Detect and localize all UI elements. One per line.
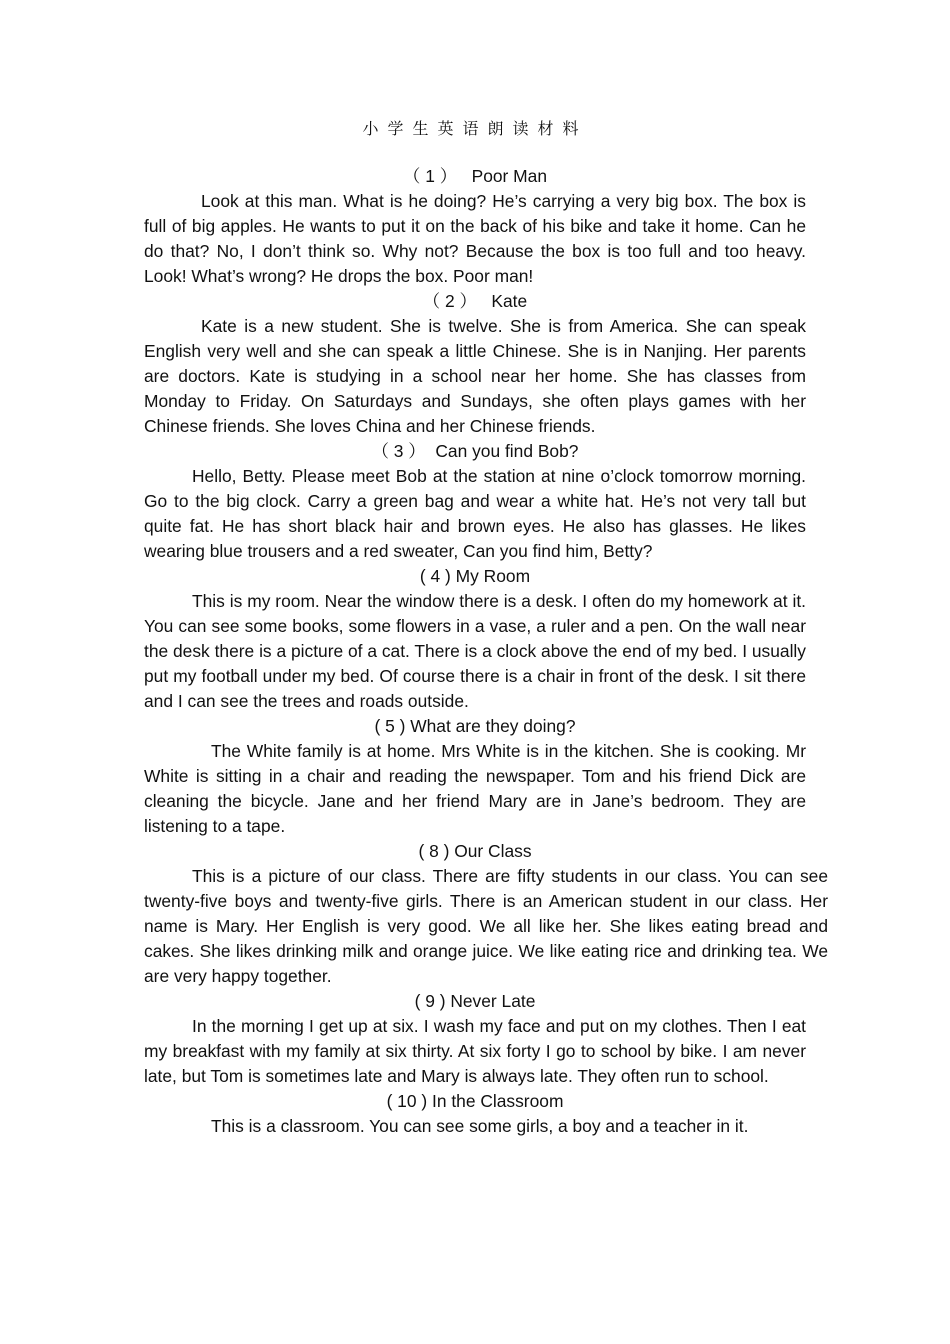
- section-our-class: [144, 839, 828, 989]
- section-heading: ( 9 ) Never Late: [414, 991, 536, 1011]
- section-heading: （ 2 ） Kate: [422, 291, 528, 311]
- section-paragraph: Kate is a new student. She is twelve. She is from America. She can speak English very well and she can speak a little Chinese. She is in Nanjing. Her parents are doctors. Kate is studying in a school near her home. She has classes from Monday to Friday. On Saturdays and Sundays, she often plays games with her Chinese friends. She loves China and her Chinese friends.: [144, 316, 806, 436]
- section-paragraph: This is my room. Near the window there is a desk. I often do my homework at it. You can see some books, some flowers in a vase, a ruler and a pen. On the wall near the desk there is a picture of a cat. There is a clock above the end of my bed. I usually put my football under my bed. Of course there is a chair in front of the desk. I sit there and I can see the trees and roads outside.: [144, 591, 806, 711]
- section-what-are-they-doing: [144, 714, 806, 839]
- section-paragraph: In the morning I get up at six. I wash my face and put on my clothes. Then I eat my breakfast with my family at six thirty. At six forty I go to school by bike. I am never late, but Tom is sometimes late and Mary is always late. They often run to school.: [144, 1016, 806, 1086]
- document-body: [144, 164, 828, 1139]
- document-title: 小学生英语朗读材料: [362, 119, 588, 138]
- section-paragraph: Hello, Betty. Please meet Bob at the station at nine o’clock tomorrow morning. Go to the big clock. Carry a green bag and wear a white hat. He’s not very tall but quite fat. He has short black hair and brown eyes. He also has glasses. He likes wearing blue trousers and a red sweater, Can you find him, Betty?: [144, 466, 806, 561]
- section-heading: （ 1 ） Poor Man: [402, 166, 547, 186]
- section-paragraph: This is a classroom. You can see some girls, a boy and a teacher in it.: [211, 1116, 749, 1136]
- section-heading: ( 8 ) Our Class: [418, 841, 532, 861]
- section-heading: ( 5 ) What are they doing?: [374, 716, 576, 736]
- section-paragraph: Look at this man. What is he doing? He’s carrying a very big box. The box is full of big apples. He wants to put it on the back of his bike and take it home. Can he do that? No, I don’t think so. Why not? Because the box is too full and too heavy. Look! What’s wrong? He drops the box. Poor man!: [144, 191, 806, 286]
- section-my-room: [144, 564, 806, 714]
- section-heading: ( 4 ) My Room: [419, 566, 531, 586]
- section-heading: ( 10 ) In the Classroom: [386, 1091, 564, 1111]
- section-paragraph: The White family is at home. Mrs White is in the kitchen. She is cooking. Mr White is sitting in a chair and reading the newspaper. Tom and his friend Dick are cleaning the bicycle. Jane and her friend Mary are in Jane’s bedroom. They are listening to a tape.: [144, 741, 806, 836]
- section-heading: （ 3 ） Can you find Bob?: [371, 441, 579, 461]
- section-find-bob: [144, 439, 806, 564]
- section-in-the-classroom: [144, 1089, 806, 1139]
- section-poor-man: [144, 164, 806, 289]
- section-never-late: [144, 989, 806, 1089]
- section-kate: [144, 289, 806, 439]
- section-paragraph: This is a picture of our class. There are fifty students in our class. You can see twenty-five boys and twenty-five girls. There is an American student in our class. Her name is Mary. Her English is very good. We all like her. She likes eating bread and cakes. She likes drinking milk and orange juice. We like eating rice and drinking tea. We are very happy together.: [144, 866, 828, 986]
